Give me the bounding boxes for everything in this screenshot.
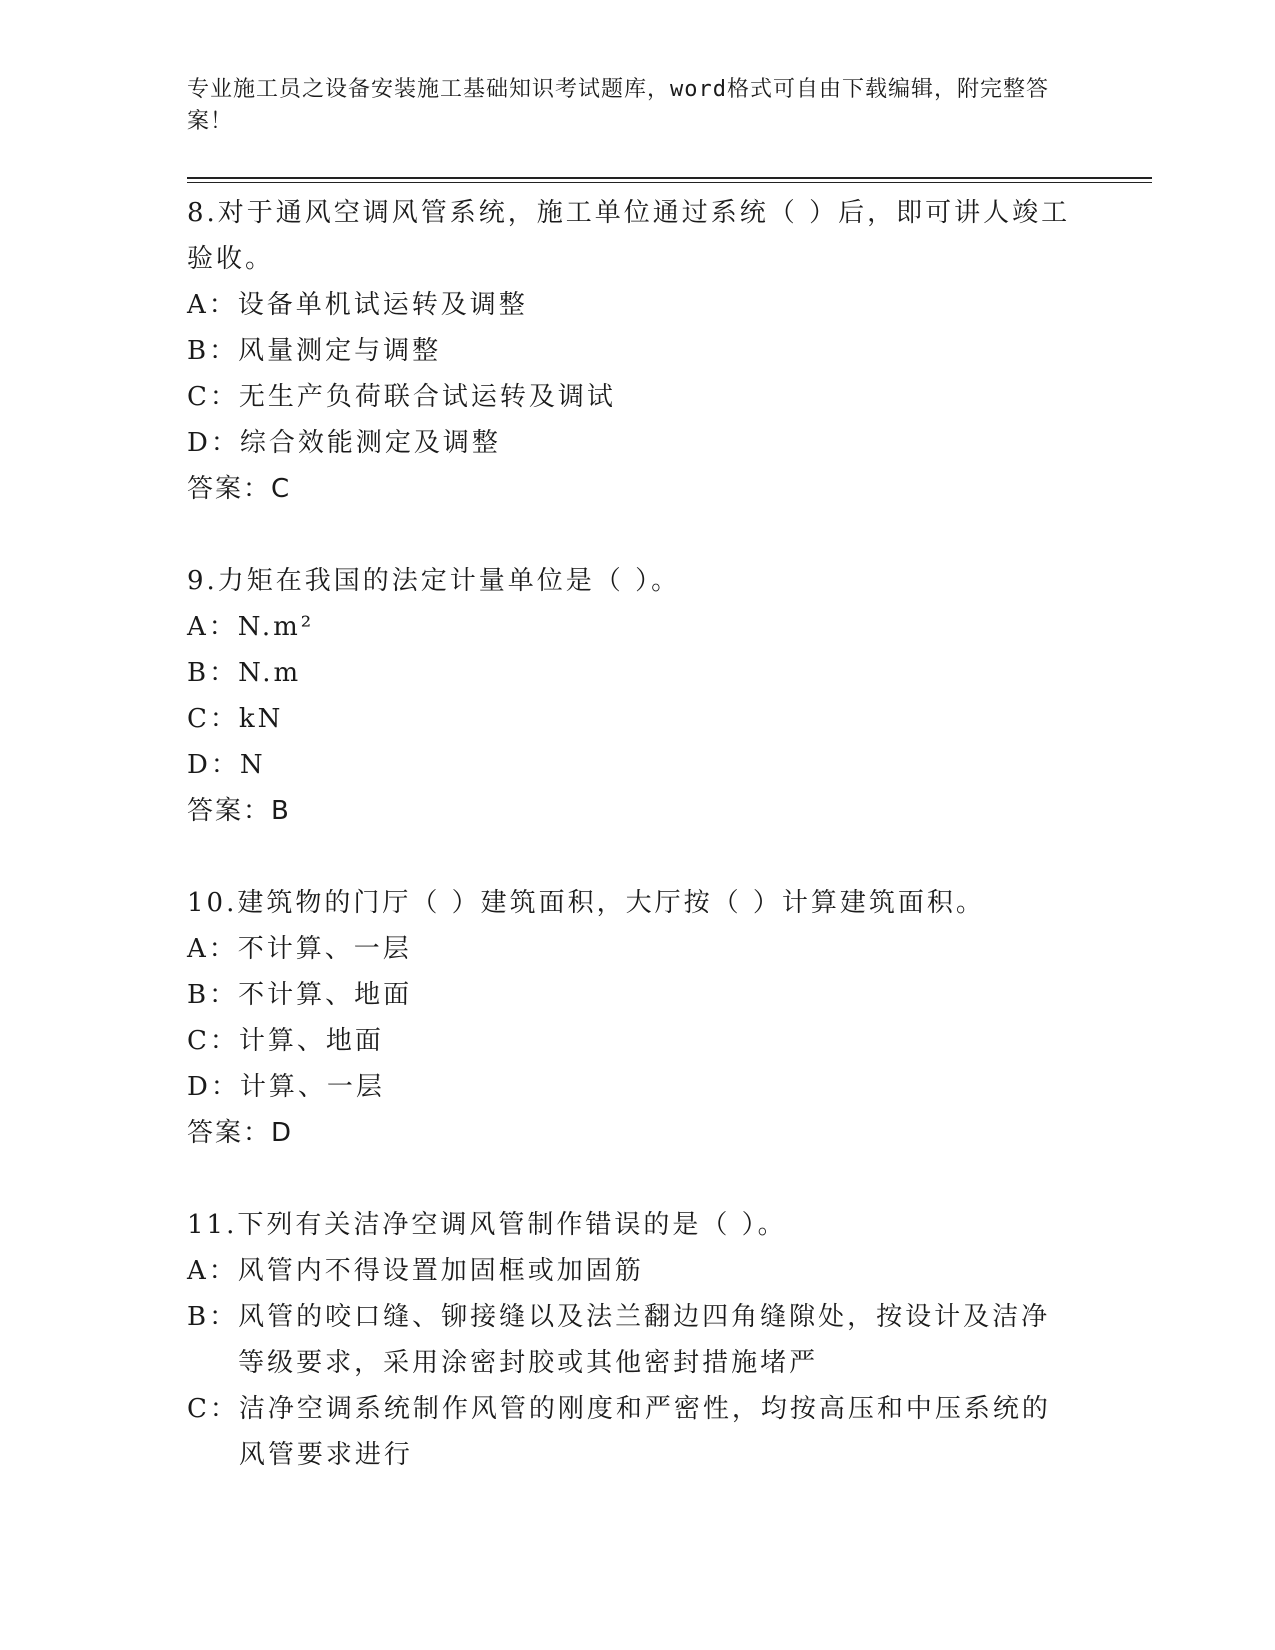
option-d <box>187 742 1077 788</box>
option-d <box>187 420 1077 466</box>
option-c <box>187 374 1077 420</box>
option-key: C： <box>187 382 239 412</box>
option-text: 风量测定与调整 <box>238 336 442 366</box>
option-c <box>187 696 1077 742</box>
option-text: kN <box>238 704 284 734</box>
option-key: B： <box>187 658 239 688</box>
option-key: C： <box>187 1026 239 1056</box>
header-divider-thin <box>187 182 1152 183</box>
option-b <box>187 972 1077 1018</box>
option-text: N.m² <box>237 612 315 642</box>
option-text: N <box>239 750 266 780</box>
option-text: 风管内不得设置加固框或加固筋 <box>237 1256 644 1286</box>
option-key: B： <box>187 336 239 366</box>
option-a <box>187 926 1077 972</box>
option-text: 无生产负荷联合试运转及调试 <box>238 382 616 412</box>
option-text: 风管的咬口缝、铆接缝以及法兰翻边四角缝隙处，按设计及洁净等级要求，采用涂密封胶或其他密封措施堵严 <box>238 1302 1051 1378</box>
option-key: B： <box>187 980 239 1010</box>
answer-label: 答案：B <box>187 796 291 826</box>
option-text: 计算、一层 <box>239 1072 385 1102</box>
option-text: 综合效能测定及调整 <box>239 428 501 458</box>
option-key: A： <box>187 934 238 964</box>
option-key: A： <box>187 1256 238 1286</box>
question-9 <box>187 558 1077 834</box>
answer-label: 答案：C <box>187 474 292 504</box>
option-text: 不计算、地面 <box>238 980 413 1010</box>
option-key: D： <box>187 428 240 458</box>
option-key: C： <box>187 704 239 734</box>
option-text: 计算、地面 <box>238 1026 384 1056</box>
option-c <box>187 1386 1077 1478</box>
option-key: C： <box>187 1394 239 1424</box>
option-b <box>187 328 1077 374</box>
option-text: 洁净空调系统制作风管的刚度和严密性，均按高压和中压系统的风管要求进行 <box>238 1394 1051 1470</box>
option-c <box>187 1018 1077 1064</box>
document-header: 专业施工员之设备安装施工基础知识考试题库，word格式可自由下载编辑，附完整答案！ <box>187 77 1049 134</box>
question-stem: 9.力矩在我国的法定计量单位是（ ）。 <box>187 566 681 596</box>
option-text: N.m <box>238 658 302 688</box>
question-11 <box>187 1202 1077 1478</box>
option-text: 不计算、一层 <box>237 934 412 964</box>
option-a <box>187 1248 1077 1294</box>
question-10 <box>187 880 1077 1156</box>
option-b <box>187 650 1077 696</box>
option-a <box>187 282 1077 328</box>
option-key: D： <box>187 750 240 780</box>
option-a <box>187 604 1077 650</box>
question-stem: 10.建筑物的门厅（ ）建筑面积，大厅按（ ）计算建筑面积。 <box>187 888 985 918</box>
question-stem: 8.对于通风空调风管系统，施工单位通过系统（ ）后，即可讲人竣工验收。 <box>187 198 1071 274</box>
option-key: A： <box>187 612 238 642</box>
option-key: D： <box>187 1072 240 1102</box>
answer-label: 答案：D <box>187 1118 294 1148</box>
question-stem: 11.下列有关洁净空调风管制作错误的是（ ）。 <box>187 1210 787 1240</box>
option-key: A： <box>187 290 238 320</box>
header-divider-thick <box>187 177 1152 179</box>
option-d <box>187 1064 1077 1110</box>
option-text: 设备单机试运转及调整 <box>237 290 528 320</box>
option-b <box>187 1294 1077 1386</box>
question-8 <box>187 190 1077 512</box>
question-list <box>187 190 1077 1478</box>
option-key: B： <box>187 1302 239 1332</box>
